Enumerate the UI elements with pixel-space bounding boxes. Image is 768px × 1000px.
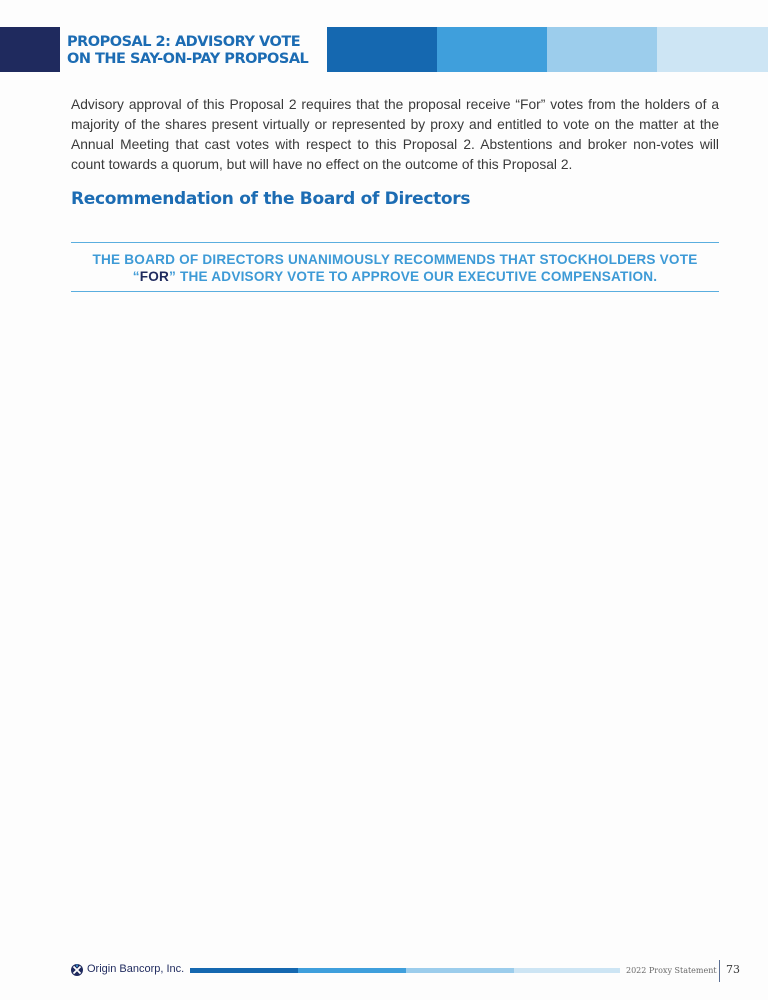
footer-company-name: Origin Bancorp, Inc. (87, 963, 185, 975)
open-quote: “ (132, 269, 140, 284)
recommendation-line2 (71, 268, 719, 285)
section-heading: Recommendation of the Board of Directors (71, 189, 471, 209)
header-band-2 (437, 27, 547, 72)
footer-band-4 (514, 968, 620, 973)
page-number: 73 (726, 963, 740, 976)
footer-separator (719, 960, 720, 982)
page-section-title (67, 34, 308, 68)
divider-top (71, 242, 719, 243)
footer-band-2 (298, 968, 406, 973)
header-band-3 (547, 27, 657, 72)
divider-bottom (71, 291, 719, 292)
header-band-1 (327, 27, 437, 72)
recommendation-line1: THE BOARD OF DIRECTORS UNANIMOUSLY RECOMMENDS THAT STOCKHOLDERS VOTE (92, 252, 698, 267)
body-paragraph: Advisory approval of this Proposal 2 requires that the proposal receive “For” votes from the holders of a majority of the shares present virtually or represented by proxy and entitled to vote on the matter at the Annual Meeting that cast votes with respect to this Proposal 2. Abstentions and broker non-votes will count towards a quorum, but will have no effect on the outcome of this Proposal 2. (71, 97, 719, 172)
footer-band-3 (406, 968, 514, 973)
origin-logo-icon (71, 964, 83, 976)
section-title-line1: PROPOSAL 2: ADVISORY VOTE (67, 34, 301, 50)
for-word: FOR (139, 269, 170, 284)
footer-band-1 (190, 968, 298, 973)
recommendation-line2-rest: ” THE ADVISORY VOTE TO APPROVE OUR EXECUTIVE COMPENSATION. (169, 269, 658, 284)
footer-document-title: 2022 Proxy Statement (626, 966, 717, 975)
board-recommendation (71, 251, 719, 285)
header-dark-block (0, 27, 60, 72)
section-title-line2: ON THE SAY-ON-PAY PROPOSAL (67, 51, 309, 67)
header-band-4 (657, 27, 768, 72)
